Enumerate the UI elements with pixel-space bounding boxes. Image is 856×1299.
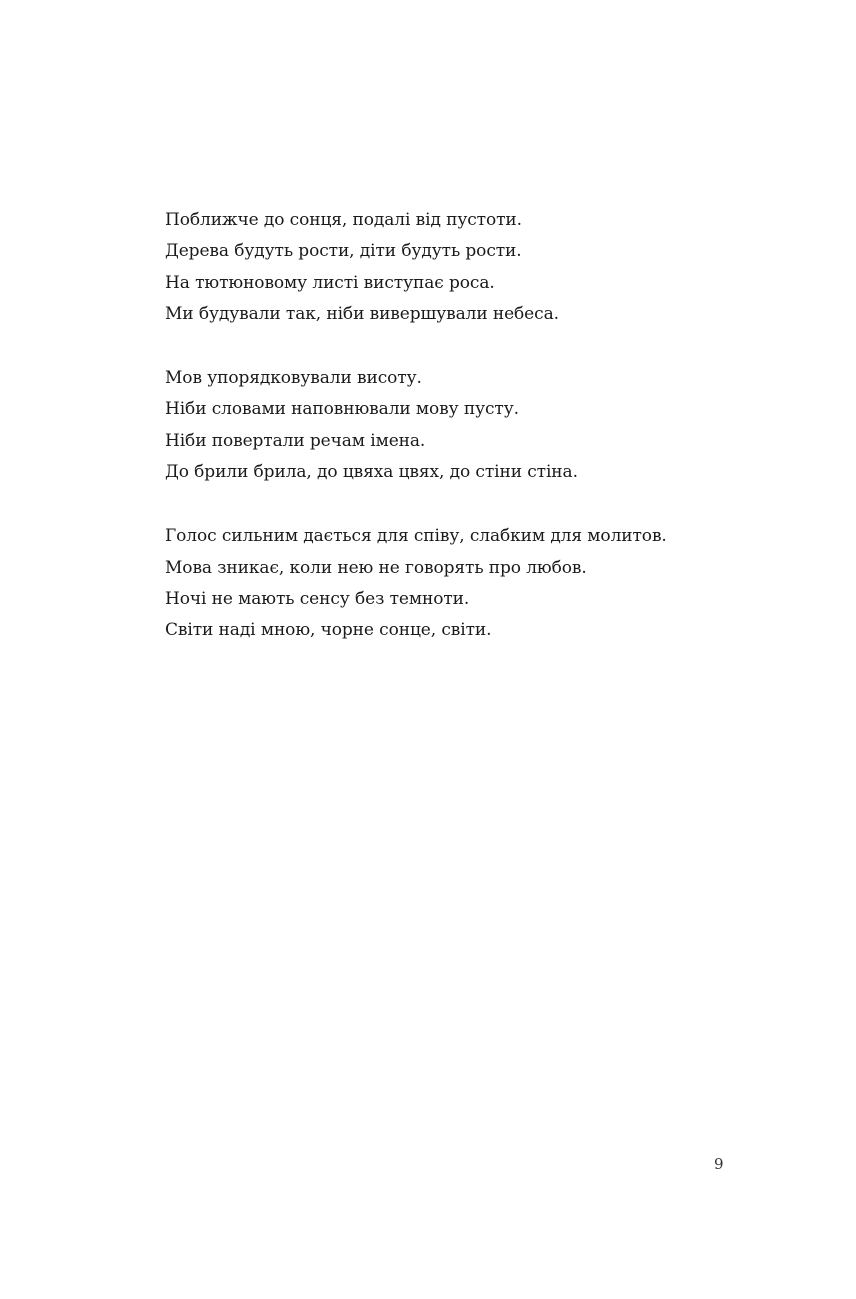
poem-line: На тютюновому листі виступає роса. bbox=[165, 272, 495, 293]
stanza-3 bbox=[165, 521, 805, 646]
poem-line: Мов упорядковували висоту. bbox=[165, 368, 422, 389]
stanza-1 bbox=[165, 205, 805, 330]
page-number: 9 bbox=[714, 1155, 724, 1173]
stanza-2 bbox=[165, 363, 805, 488]
poem-line: Ніби словами наповнювали мову пусту. bbox=[165, 399, 519, 420]
poem-line: Світи наді мною, чорне сонце, світи. bbox=[165, 620, 492, 641]
poem-line: Ми будували так, ніби вивершували небеса. bbox=[165, 303, 559, 324]
poem-line: Ніби повертали речам імена. bbox=[165, 430, 426, 451]
poem-line: Поближче до сонця, подалі від пустоти. bbox=[165, 210, 522, 230]
poem-line: Мова зникає, коли нею не говорять про любов. bbox=[165, 557, 587, 578]
poem-line: Голос сильним дається для співу, слабким для молитов. bbox=[165, 526, 667, 547]
poem-line: Ночі не мають сенсу без темноти. bbox=[165, 588, 470, 609]
poem bbox=[165, 205, 805, 680]
poem-line: Дерева будуть рости, діти будуть рости. bbox=[165, 241, 522, 262]
poem-line: До брили брила, до цвяха цвях, до стіни стіна. bbox=[165, 462, 578, 483]
